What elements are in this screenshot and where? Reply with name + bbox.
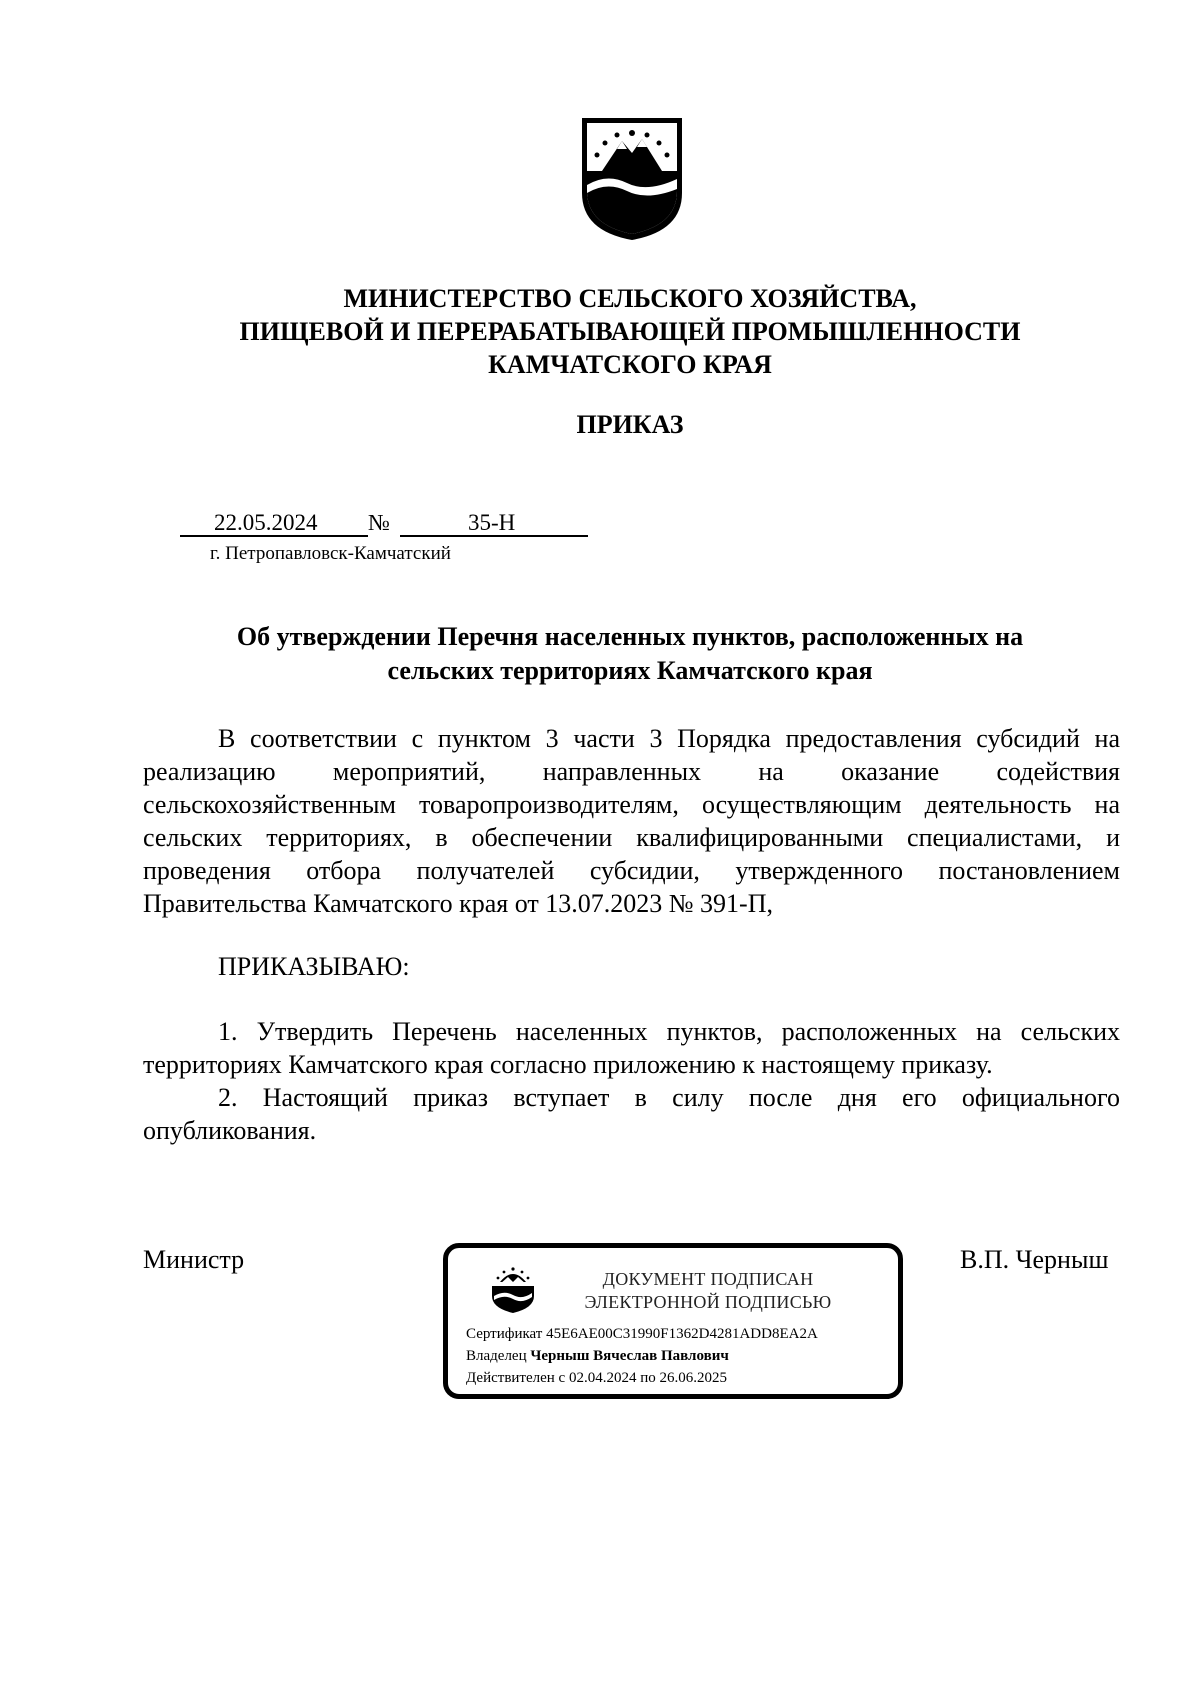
ministry-line-3: КАМЧАТСКОГО КРАЯ [488, 350, 772, 379]
coat-of-arms-emblem [577, 113, 687, 243]
electronic-signature-stamp [443, 1243, 903, 1399]
order-item-2: 2. Настоящий приказ вступает в силу после дня его официального опубликования. [143, 1083, 1120, 1145]
stamp-heading [558, 1268, 858, 1314]
owner-value: Черныш Вячеслав Павлович [530, 1348, 729, 1364]
validity-to: 26.06.2025 [659, 1370, 727, 1386]
number-sign: № [368, 510, 390, 535]
stamp-certificate-row [466, 1326, 818, 1343]
preamble-paragraph: В соответствии с пунктом 3 части 3 Порядка предоставления субсидий на реализацию мероприятий, направленных на оказание содействия сельскохозяйственным товаропроизводителям, осуществляющим деятельность на сельских территориях, в обеспечении квалифицированными специалистами, и проведения отбора получателей субсидии, утвержденного постановлением Правительства Камчатского края от 13.07.2023 № 391-П, [143, 724, 1120, 918]
owner-label: Владелец [466, 1348, 527, 1364]
validity-to-label: по [640, 1370, 656, 1386]
document-date: 22.05.2024 [214, 510, 318, 535]
signer-title: Министр [143, 1245, 245, 1274]
stamp-emblem-icon [486, 1262, 540, 1316]
certificate-value: 45E6AE00C31990F1362D4281ADD8EA2A [546, 1326, 818, 1342]
order-word: ПРИКАЗЫВАЮ: [218, 952, 410, 981]
stamp-heading-line-2: ЭЛЕКТРОННОЙ ПОДПИСЬЮ [584, 1292, 832, 1312]
place-of-issue: г. Петропавловск-Камчатский [210, 543, 451, 564]
document-subject [140, 620, 1120, 688]
stamp-heading-line-1: ДОКУМЕНТ ПОДПИСАН [602, 1269, 814, 1289]
signer-name: В.П. Черныш [960, 1245, 1109, 1274]
order-item-1: 1. Утвердить Перечень населенных пунктов, расположенных на сельских территориях Камчатского края согласно приложению к настоящему приказу. [143, 1017, 1120, 1079]
stamp-owner-row [466, 1348, 729, 1365]
subject-line-1: Об утверждении Перечня населенных пунктов, расположенных на [236, 622, 1024, 651]
ministry-name [0, 282, 1200, 381]
document-number: 35-Н [468, 510, 516, 535]
stamp-validity-row [466, 1370, 727, 1387]
validity-from: 02.04.2024 [568, 1370, 637, 1386]
subject-line-2: сельских территориях Камчатского края [387, 656, 873, 685]
document-type-title: ПРИКАЗ [576, 410, 684, 439]
ministry-line-2: ПИЩЕВОЙ И ПЕРЕРАБАТЫВАЮЩЕЙ ПРОМЫШЛЕННОСТИ [239, 317, 1021, 346]
certificate-label: Сертификат [466, 1326, 543, 1342]
validity-label: Действителен с [466, 1370, 566, 1386]
ministry-line-1: МИНИСТЕРСТВО СЕЛЬСКОГО ХОЗЯЙСТВА, [343, 284, 917, 313]
